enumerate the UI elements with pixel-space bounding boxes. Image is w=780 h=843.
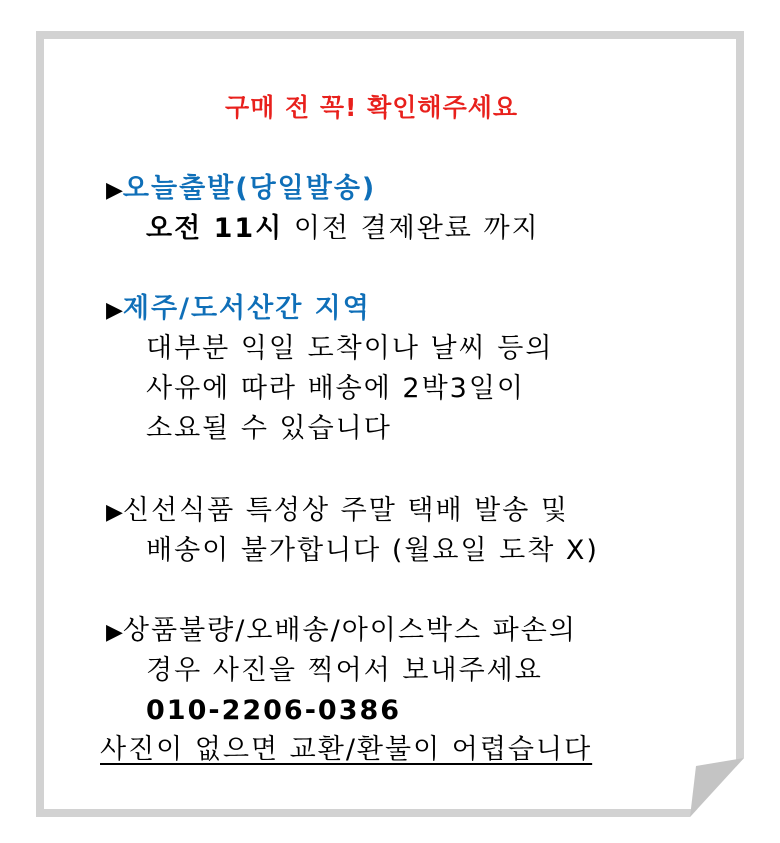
page-curl-corner bbox=[690, 758, 744, 817]
section-2-heading: 제주/도서산간 지역 bbox=[122, 293, 371, 324]
notice-title: 구매 전 꼭! 확인해주세요 bbox=[225, 93, 519, 122]
section-2-heading-line bbox=[106, 292, 371, 328]
section-4-heading: 상품불량/오배송/아이스박스 파손의 bbox=[122, 615, 577, 646]
section-2-line-2: 사유에 따라 배송에 2박3일이 bbox=[146, 373, 526, 404]
section-1-line-1 bbox=[146, 212, 540, 246]
bullet-arrow: ▶ bbox=[106, 500, 123, 525]
section-1-heading: 오늘출발(당일발송) bbox=[122, 173, 377, 204]
section-3-heading: 신선식품 특성상 주말 택배 발송 및 bbox=[122, 495, 569, 526]
section-2-line-3: 소요될 수 있습니다 bbox=[146, 413, 392, 444]
section-3-line-1: 배송이 불가합니다 (월요일 도착 X) bbox=[146, 535, 599, 566]
section-3-heading-line bbox=[106, 494, 569, 530]
bullet-arrow: ▶ bbox=[106, 620, 123, 645]
section-4-line-1: 경우 사진을 찍어서 보내주세요 bbox=[146, 655, 543, 686]
section-1-heading-line bbox=[106, 172, 376, 208]
bullet-arrow: ▶ bbox=[106, 178, 123, 203]
bullet-arrow: ▶ bbox=[106, 298, 123, 323]
deadline-rest: 이전 결제완료 까지 bbox=[283, 213, 540, 244]
section-2-line-1: 대부분 익일 도착이나 날씨 등의 bbox=[146, 333, 554, 364]
section-4-heading-line bbox=[106, 614, 577, 650]
contact-phone: 010-2206-0386 bbox=[146, 695, 402, 726]
deadline-time: 오전 11시 bbox=[146, 213, 284, 244]
no-photo-warning: 사진이 없으면 교환/환불이 어렵습니다 bbox=[100, 734, 593, 765]
